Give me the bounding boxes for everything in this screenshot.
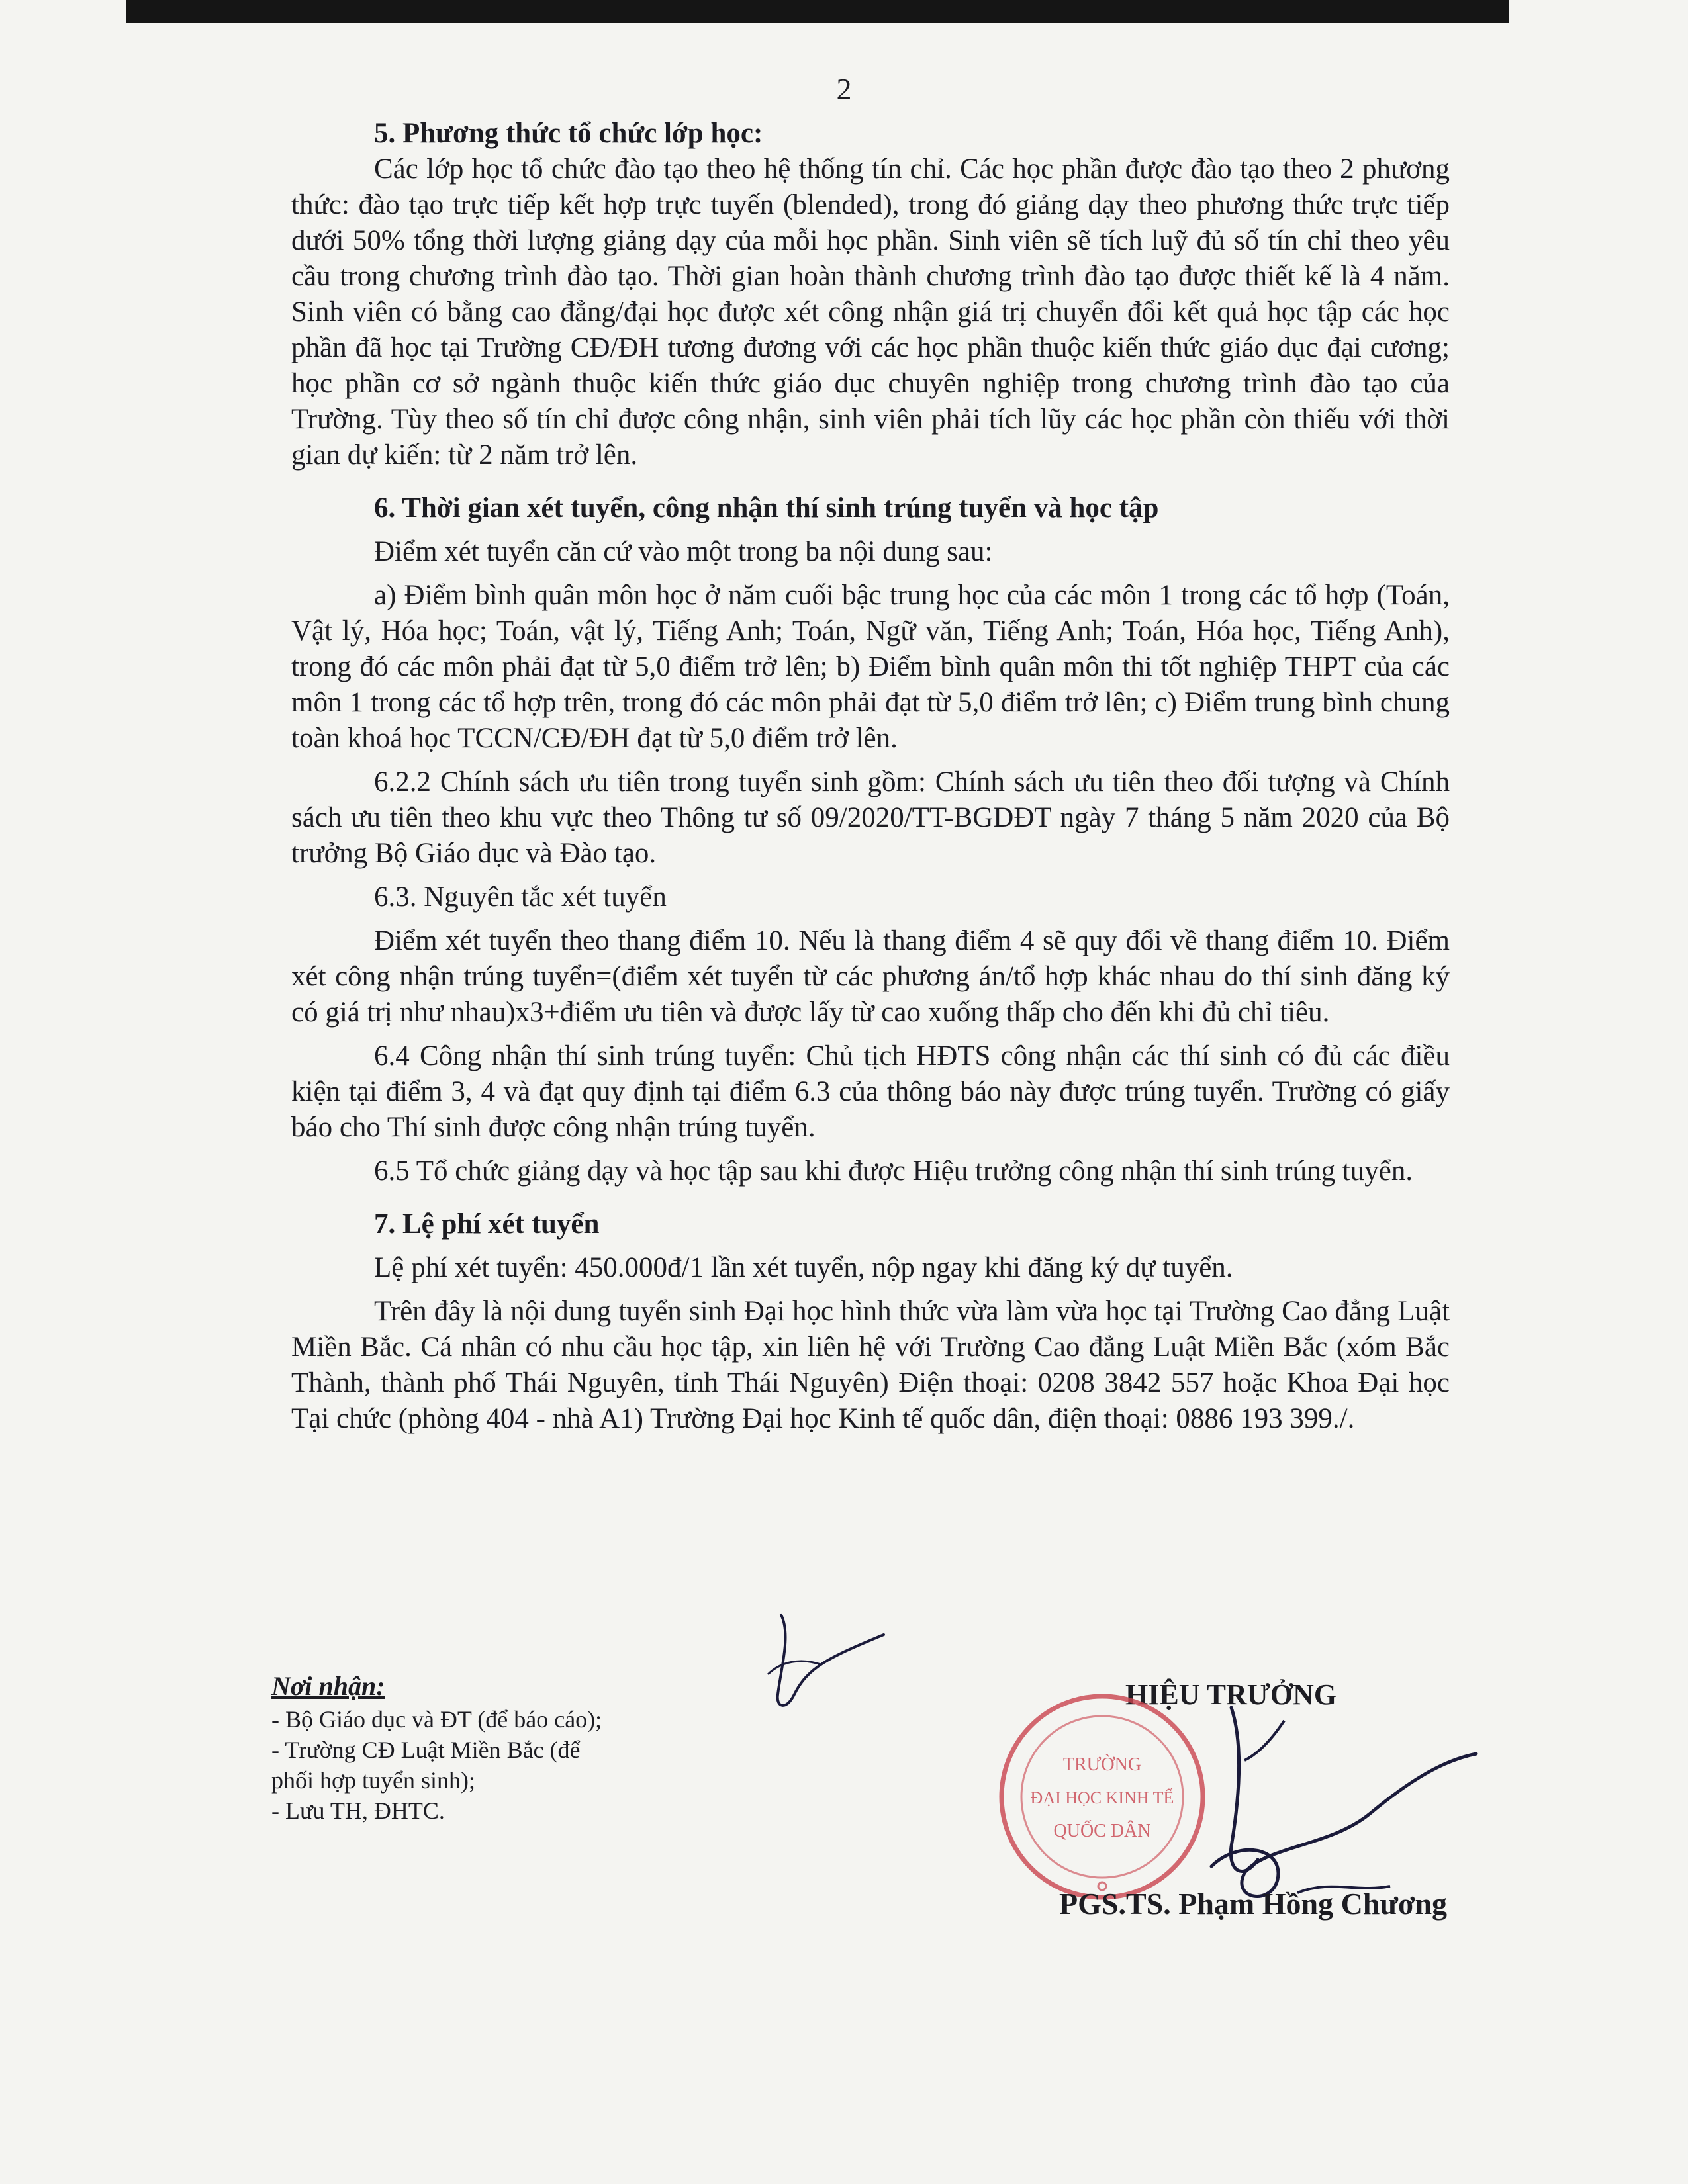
document-body: [291, 116, 1450, 1437]
svg-text:TRƯỜNG: TRƯỜNG: [1062, 1754, 1142, 1775]
svg-text:ĐẠI HỌC KINH TẾ: ĐẠI HỌC KINH TẾ: [1030, 1788, 1174, 1807]
section-6-3-heading: 6.3. Nguyên tắc xét tuyển: [374, 882, 667, 913]
section-5-paragraph: Các lớp học tổ chức đào tạo theo hệ thống tín chỉ. Các học phần được đào tạo theo 2 phương thức: đào tạo trực tiếp kết hợp trực tuyến (blended), trong đó giảng dạy theo phương thức trực tiếp dưới 50% tổng thời lượng giảng dạy của mỗi học phần. Sinh viên sẽ tích luỹ đủ số tín chỉ theo yêu cầu trong chương trình đào tạo. Thời gian hoàn thành chương trình đào tạo được thiết kế là 4 năm. Sinh viên có bằng cao đẳng/đại học được xét công nhận giá trị chuyển đổi kết quả học tập các học phần đã học tại Trường CĐ/ĐH tương đương với các học phần thuộc kiến thức giáo dục đại cương; học phần cơ sở ngành thuộc kiến thức giáo dục chuyên nghiệp trong chương trình đào tạo của Trường. Tùy theo số tín chỉ được công nhận, sinh viên phải tích lũy các học phần còn thiếu với thời gian dự kiến: từ 2 năm trở lên.: [291, 154, 1450, 471]
signer-name: PGS.TS. Phạm Hồng Chương: [1059, 1887, 1448, 1921]
section-6-heading: 6. Thời gian xét tuyển, công nhận thí sinh trúng tuyển và học tập: [374, 492, 1159, 523]
signer-title: HIỆU TRƯỞNG: [1125, 1678, 1337, 1711]
section-6-3-paragraph: Điểm xét tuyển theo thang điểm 10. Nếu là thang điểm 4 sẽ quy đổi về thang điểm 10. Điểm xét công nhận trúng tuyển=(điểm xét tuyển từ các phương án/tổ hợp khác nhau do thí sinh đăng ký có giá trị như nhau)x3+điểm ưu tiên và được lấy từ cao xuống thấp cho đến khi đủ chỉ tiêu.: [291, 925, 1450, 1028]
svg-text:QUỐC DÂN: QUỐC DÂN: [1053, 1821, 1151, 1841]
recipient-item: phối hợp tuyển sinh);: [271, 1767, 476, 1794]
section-6-5-paragraph: 6.5 Tổ chức giảng dạy và học tập sau khi được Hiệu trưởng công nhận thí sinh trúng tuyển.: [374, 1156, 1413, 1187]
section-5-heading: 5. Phương thức tổ chức lớp học:: [374, 118, 763, 149]
handwritten-signature: [1132, 1694, 1503, 1919]
section-7-closing-paragraph: Trên đây là nội dung tuyển sinh Đại học hình thức vừa làm vừa học tại Trường Cao đẳng Luật Miền Bắc. Cá nhân có nhu cầu học tập, xin liên hệ với Trường Cao đẳng Luật Miền Bắc (xóm Bắc Thành, thành phố Thái Nguyên, tỉnh Thái Nguyên) Điện thoại: 0208 3842 557 hoặc Khoa Đại học Tại chức (phòng 404 - nhà A1) Trường Đại học Kinh tế quốc dân, điện thoại: 0886 193 399./.: [291, 1296, 1450, 1434]
page-number: 2: [836, 72, 852, 106]
section-6-intro: Điểm xét tuyển căn cứ vào một trong ba nội dung sau:: [374, 536, 993, 567]
recipients-heading: Nơi nhận:: [271, 1671, 385, 1701]
scan-top-edge: [126, 0, 1509, 23]
section-6-criteria-paragraph: a) Điểm bình quân môn học ở năm cuối bậc trung học của các môn 1 trong các tổ hợp (Toán, Vật lý, Hóa học; Toán, vật lý, Tiếng Anh; Toán, Ngữ văn, Tiếng Anh; Toán, Hóa học, Tiếng Anh), trong đó các môn phải đạt từ 5,0 điểm trở lên; b) Điểm bình quân môn thi tốt nghiệp THPT của các môn 1 trong các tổ hợp trên, trong đó các môn phải đạt từ 5,0 điểm trở lên; c) Điểm trung bình chung toàn khoá học TCCN/CĐ/ĐH đạt từ 5,0 điểm trở lên.: [291, 580, 1450, 754]
section-6-4-paragraph: 6.4 Công nhận thí sinh trúng tuyển: Chủ tịch HĐTS công nhận các thí sinh có đủ các điều kiện tại điểm 3, 4 và đạt quy định tại điểm 6.3 của thông báo này được trúng tuyển. Trường có giấy báo cho Thí sinh được công nhận trúng tuyển.: [291, 1040, 1450, 1143]
section-6-2-2-paragraph: 6.2.2 Chính sách ưu tiên trong tuyển sinh gồm: Chính sách ưu tiên theo đối tượng và Chính sách ưu tiên theo khu vực theo Thông tư số 09/2020/TT-BGDĐT ngày 7 tháng 5 năm 2020 của Bộ trưởng Bộ Giáo dục và Đào tạo.: [291, 766, 1450, 869]
signature-block: [993, 1668, 1523, 1946]
recipient-item: - Trường CĐ Luật Miền Bắc (để: [271, 1737, 581, 1763]
section-7-heading: 7. Lệ phí xét tuyển: [374, 1208, 600, 1240]
recipient-item: - Bộ Giáo dục và ĐT (để báo cáo);: [271, 1706, 602, 1733]
recipient-item: - Lưu TH, ĐHTC.: [271, 1797, 445, 1824]
section-7-fee-paragraph: Lệ phí xét tuyển: 450.000đ/1 lần xét tuyển, nộp ngay khi đăng ký dự tuyển.: [374, 1252, 1233, 1283]
handwritten-initial-mark: [741, 1595, 894, 1727]
recipients-block: [271, 1671, 695, 1826]
